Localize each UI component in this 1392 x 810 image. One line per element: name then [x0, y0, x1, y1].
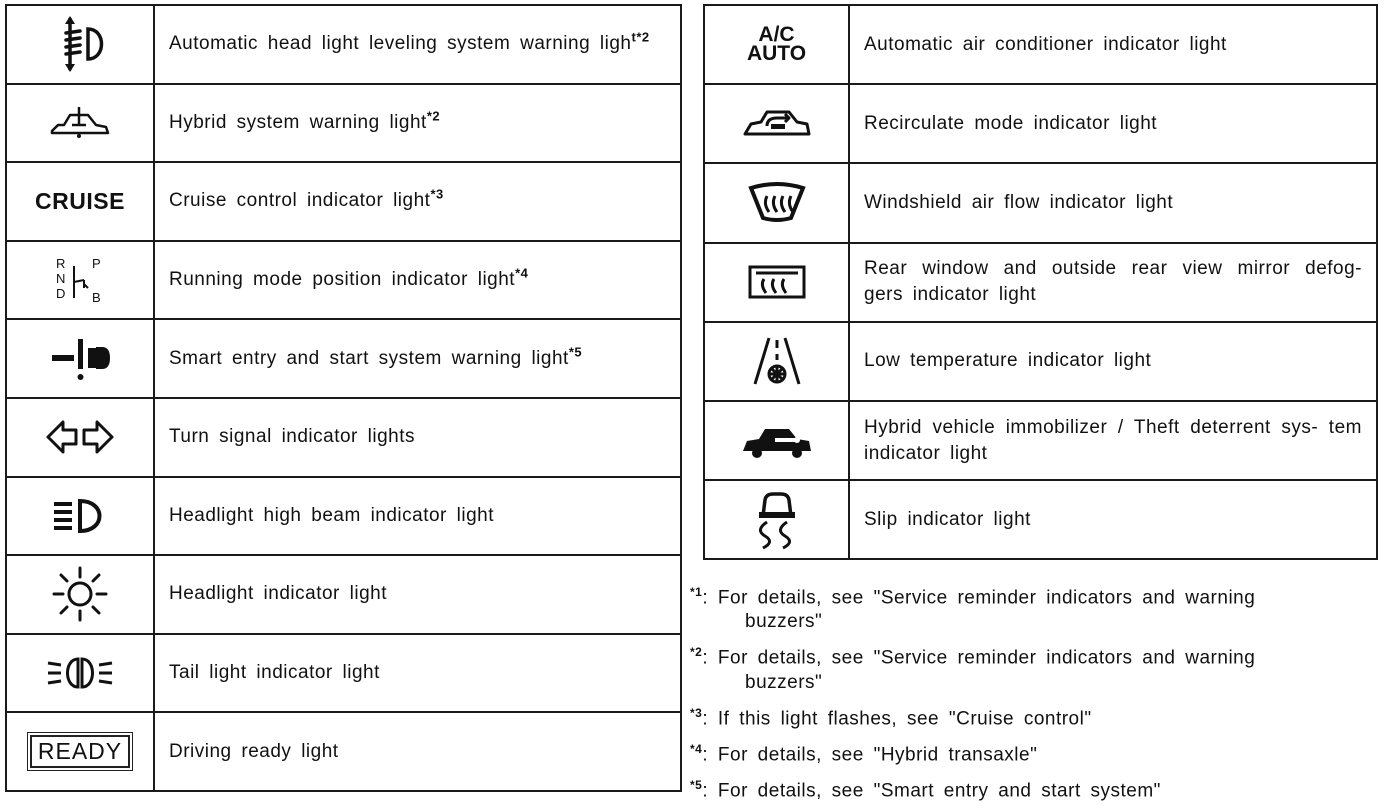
row-description: Tail light indicator light — [169, 662, 380, 684]
svg-text:P: P — [92, 256, 101, 272]
footnote-2 — [690, 640, 1355, 694]
row-description: Driving ready light — [169, 740, 339, 762]
footnote-marker: t*2 — [631, 29, 650, 45]
row-description: Slip indicator light — [864, 508, 1031, 530]
recirculate-car-icon — [741, 104, 813, 144]
footnote-mark: *2 — [690, 645, 703, 660]
slip-car-icon — [749, 490, 805, 550]
row-description: Recirculate mode indicator light — [864, 112, 1158, 134]
row-description: Hybrid system warning light — [169, 111, 427, 133]
hybrid-system-warning-icon — [48, 103, 112, 143]
footnote-continuation: buzzers" — [745, 611, 823, 633]
footnote-5 — [690, 773, 1355, 803]
running-mode-position-icon — [50, 254, 110, 306]
cruise-text-icon: CRUISE — [35, 187, 125, 214]
table-row — [6, 319, 681, 398]
row-description: Cruise control indicator light — [169, 190, 431, 212]
table-row — [6, 398, 681, 477]
table-row — [6, 712, 681, 791]
footnote-text: : For details, see "Hybrid transaxle" — [702, 744, 1038, 766]
svg-text:D: D — [56, 286, 66, 302]
row-description: Rear window and outside rear view mirror defog- gers indicator light — [864, 258, 1362, 306]
footnote-continuation: buzzers" — [745, 671, 823, 693]
row-description: Automatic head light leveling system warning ligh — [169, 33, 632, 55]
footnote-mark: *5 — [690, 778, 703, 793]
footnote-mark: *4 — [690, 741, 703, 756]
footnote-mark: *3 — [690, 705, 703, 720]
footnote-text: : For details, see "Service reminder indicators and warning — [702, 647, 1256, 669]
auto-label: AUTO — [746, 41, 807, 65]
table-row — [704, 5, 1377, 84]
footnote-mark: *1 — [690, 585, 703, 599]
left-indicator-table — [5, 4, 682, 792]
headlight-sun-icon — [50, 566, 110, 622]
tail-light-icon — [44, 653, 116, 693]
turn-signal-arrows-icon — [45, 417, 115, 457]
table-row — [6, 555, 681, 634]
footnote-marker: *3 — [430, 187, 444, 203]
row-description: Smart entry and start system warning light — [169, 347, 569, 369]
footnote-text: : For details, see "Service reminder indicators and warning — [702, 587, 1256, 609]
ac-label: A/C — [758, 22, 795, 46]
footnote-marker: *2 — [426, 108, 441, 124]
svg-text:B: B — [92, 290, 101, 306]
footnote-3 — [690, 701, 1355, 731]
row-description: Headlight high beam indicator light — [169, 504, 495, 526]
row-description: Windshield air flow indicator light — [864, 191, 1174, 213]
ready-box-icon: READY — [30, 735, 130, 768]
ac-auto-text-icon — [746, 22, 807, 65]
table-row — [6, 5, 681, 84]
right-indicator-table — [703, 4, 1378, 560]
footnote-marker: *5 — [568, 344, 583, 360]
footnote-text: : If this light flashes, see "Cruise control" — [702, 707, 1092, 729]
footnote-marker: *4 — [515, 265, 529, 281]
svg-text:N: N — [56, 271, 66, 287]
row-description: Hybrid vehicle immobilizer / Theft deterrent sys- tem indicator light — [864, 416, 1362, 464]
row-description: Automatic air conditioner indicator light — [864, 33, 1227, 55]
table-row — [704, 243, 1377, 322]
row-description: Turn signal indicator lights — [169, 426, 416, 448]
table-row — [704, 480, 1377, 559]
table-row — [704, 84, 1377, 163]
footnote-1 — [690, 580, 1355, 634]
footnote-text: : For details, see "Smart entry and start system" — [702, 780, 1161, 802]
table-row — [704, 163, 1377, 242]
table-row — [704, 322, 1377, 401]
table-row — [6, 162, 681, 241]
table-row — [6, 84, 681, 163]
row-description: Headlight indicator light — [169, 583, 388, 605]
high-beam-icon — [48, 496, 112, 536]
svg-text:R: R — [56, 256, 66, 272]
table-row — [6, 634, 681, 713]
footnotes — [690, 580, 1355, 810]
row-description: Running mode position indicator light — [169, 269, 516, 291]
footnote-4 — [690, 737, 1355, 767]
low-temperature-road-icon — [749, 334, 805, 388]
smart-entry-key-icon — [44, 333, 116, 385]
windshield-airflow-icon — [745, 182, 809, 224]
headlight-leveling-icon — [48, 15, 112, 73]
table-row — [704, 401, 1377, 480]
table-row — [6, 477, 681, 556]
row-description: Low temperature indicator light — [864, 350, 1152, 372]
immobilizer-car-key-icon — [739, 421, 815, 461]
table-row — [6, 241, 681, 320]
rear-defogger-icon — [744, 261, 810, 303]
